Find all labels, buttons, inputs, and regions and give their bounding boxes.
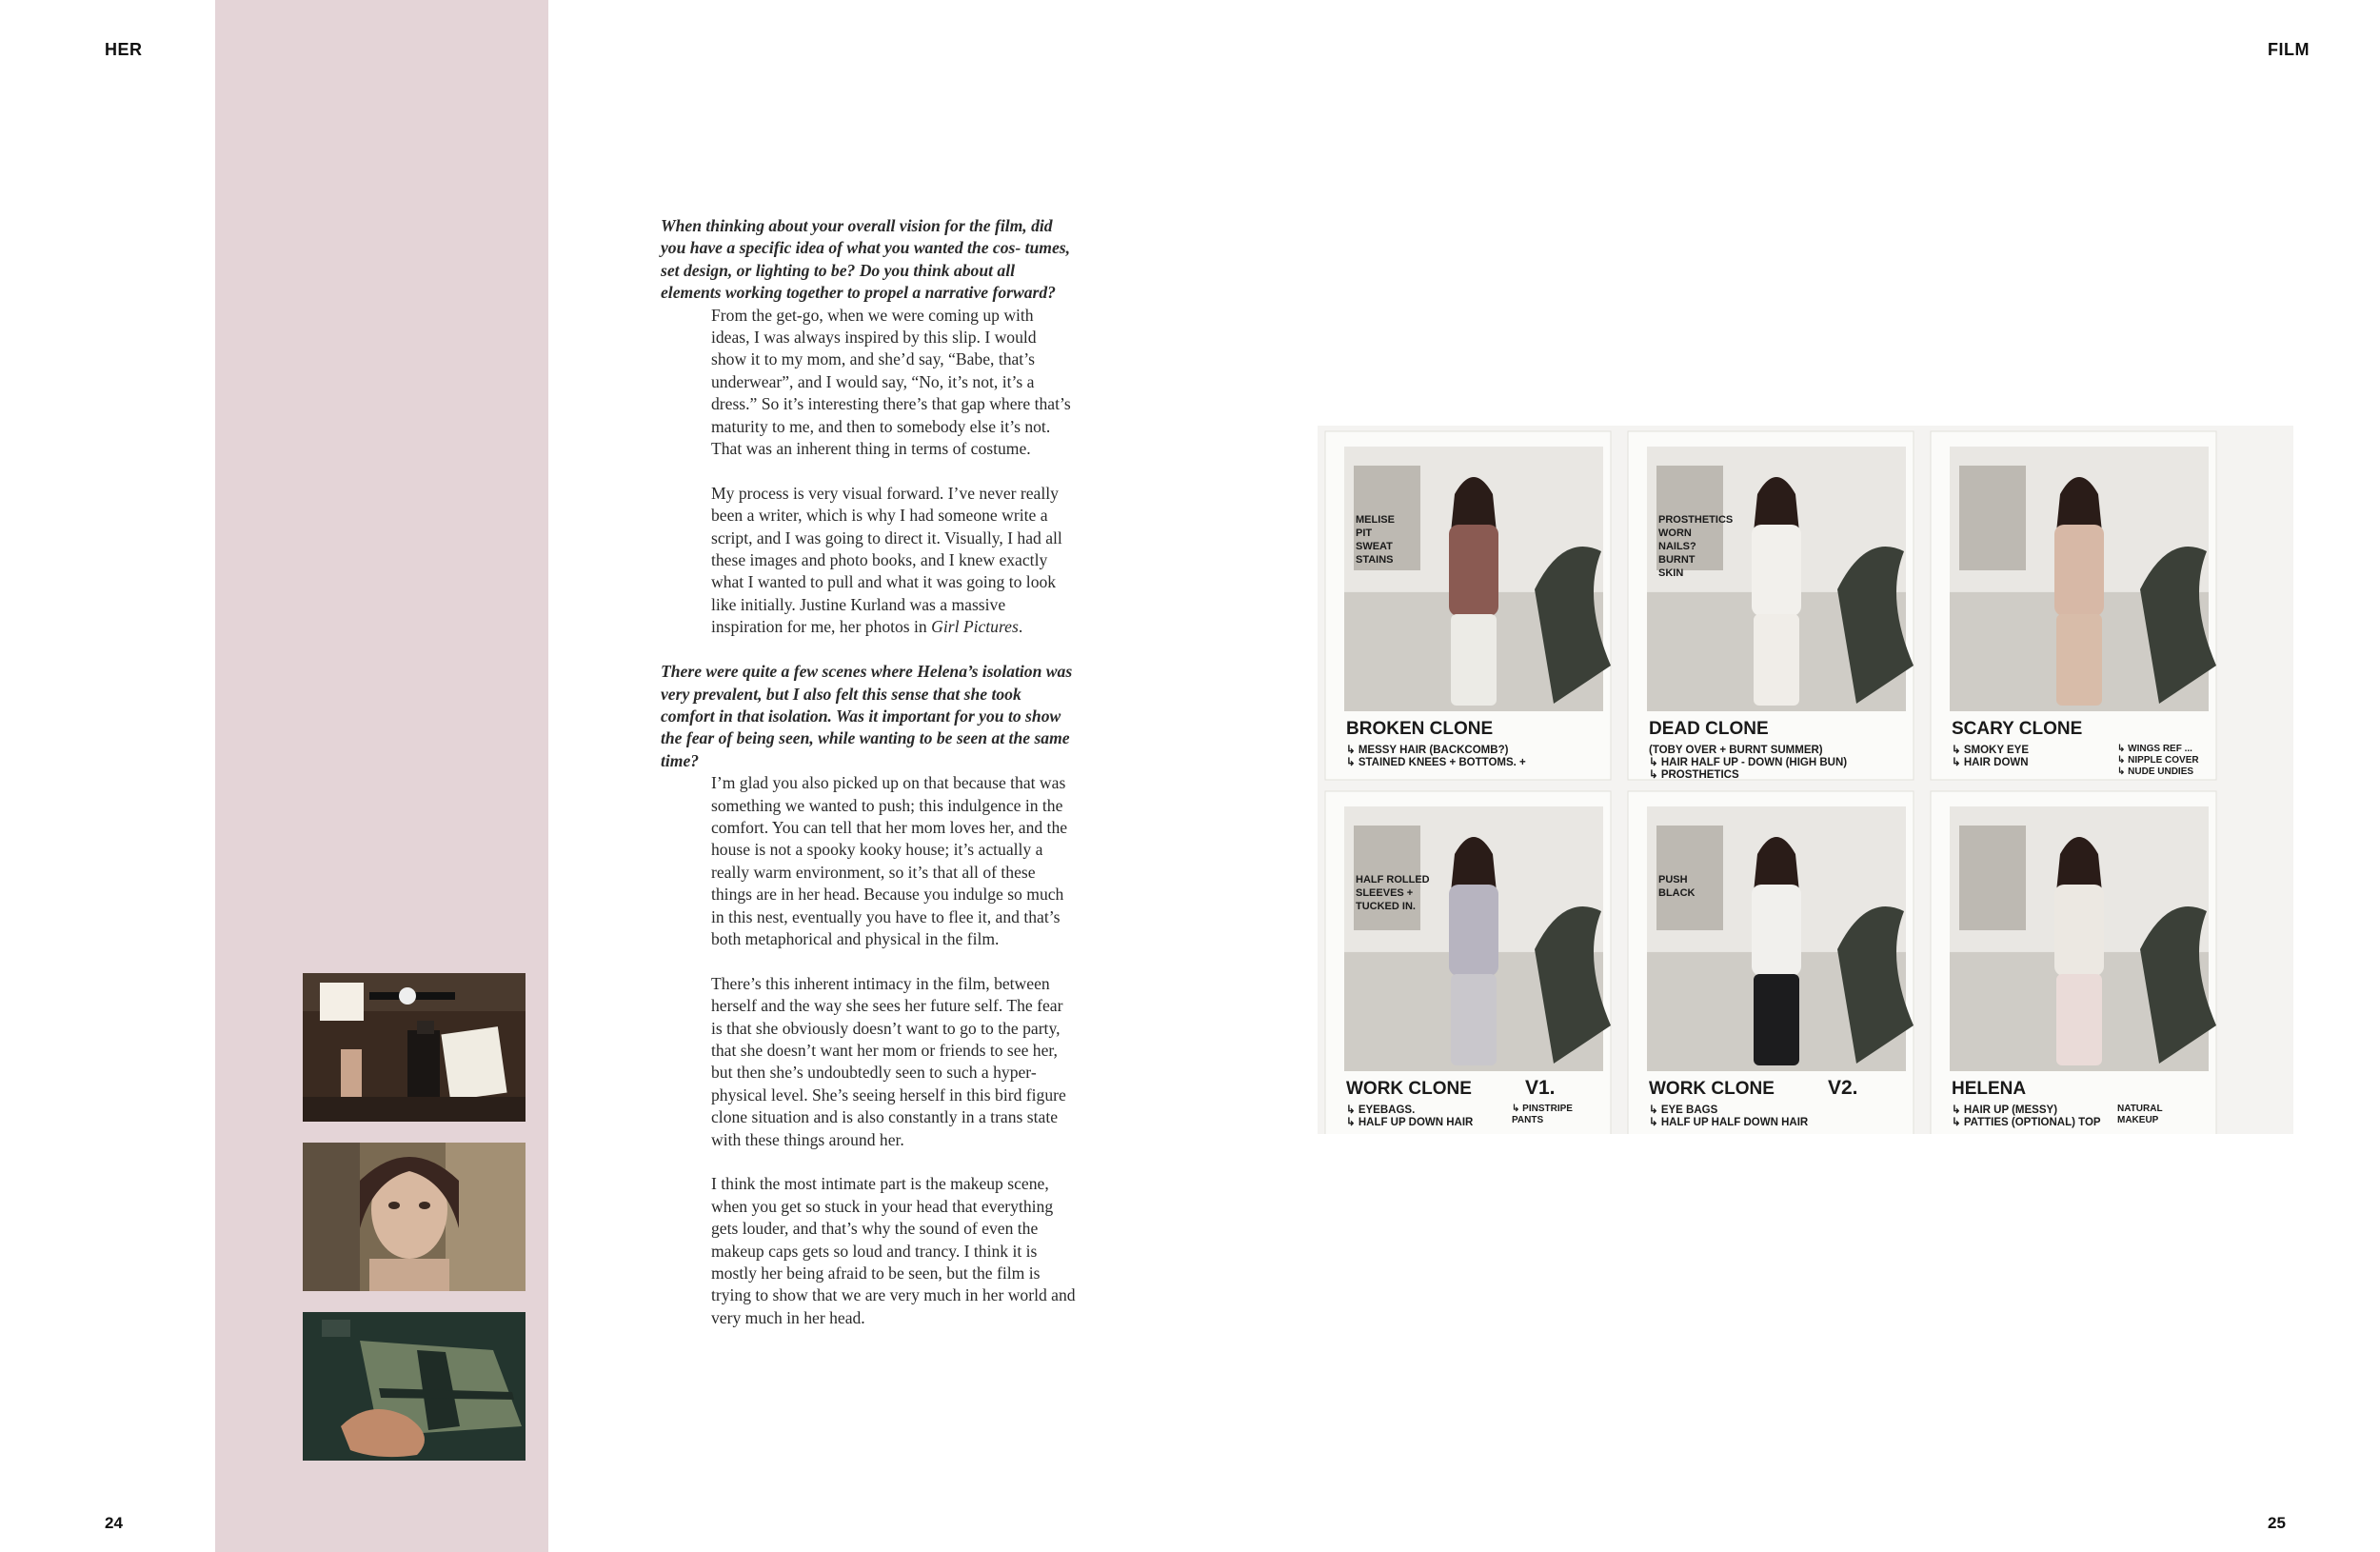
polaroid-title: WORK CLONE <box>1346 1079 1472 1099</box>
figure-top <box>1752 525 1801 616</box>
figure-bottom <box>1754 974 1799 1065</box>
polaroid-3 <box>1931 431 2216 780</box>
polaroid-4 <box>1325 791 1611 1134</box>
polaroid-extra-note: PANTS <box>1512 1115 1544 1125</box>
figure-bottom <box>2056 614 2102 706</box>
page-number-right: 25 <box>2268 1514 2286 1532</box>
polaroid-title: DEAD CLONE <box>1649 719 1769 739</box>
polaroid-photo-annotation: PIT <box>1356 527 1373 539</box>
polaroid-note-line: ↳ STAINED KNEES + BOTTOMS. + <box>1346 757 1526 768</box>
polaroid-photo-annotation: SLEEVES + <box>1356 887 1414 899</box>
costume-polaroid-grid <box>1318 426 2293 1134</box>
page-number-left: 24 <box>105 1514 123 1532</box>
polaroid-extra-note: NATURAL <box>2117 1104 2163 1114</box>
polaroid-photo-annotation: SKIN <box>1658 567 1684 579</box>
figure-top <box>2054 525 2104 616</box>
polaroid-photo-annotation: PROSTHETICS <box>1658 514 1734 526</box>
polaroid-title: SCARY CLONE <box>1952 719 2083 739</box>
figure-top <box>1449 885 1498 976</box>
figure-bottom <box>1451 614 1497 706</box>
polaroid-photo-annotation: WORN <box>1658 527 1692 539</box>
running-head-right: FILM <box>2268 40 2310 59</box>
answer-1-paragraph-2 <box>711 483 1076 639</box>
polaroid-note-line: ↳ HAIR HALF UP - DOWN (HIGH BUN) <box>1649 757 1848 768</box>
polaroid-photo-annotation: SWEAT <box>1356 541 1393 552</box>
polaroid-6 <box>1931 791 2216 1134</box>
answer-1-paragraph-2-text: My process is very visual forward. I’ve never really been a writer, which is why I had someone write a script, and I was going to direct it. Visually, I had all these images and photo books, and I knew exactly what I wanted to pull and what it was going to look like initially. Justine Kurland was a massive inspiration for me, her photos in <box>711 483 1062 637</box>
polaroid-extra-note: ↳ NIPPLE COVER <box>2117 755 2199 766</box>
interview-article <box>661 215 1076 1329</box>
polaroid-photo-annotation: STAINS <box>1356 554 1394 566</box>
answer-1-paragraph-1: From the get-go, when we were coming up with ideas, I was always inspired by this slip. I would show it to my mom, and she’d say, “Babe, that’s underwear”, and I would say, “No, it’s not, it’s a dress.” So it’s interesting there’s that gap where that’s maturity to me, and then to somebody else it’s not. That was an inherent thing in terms of costume. <box>711 305 1071 459</box>
polaroid-note-line: ↳ HALF UP DOWN HAIR <box>1346 1117 1474 1128</box>
polaroid-note-line: ↳ EYE BAGS <box>1649 1104 1718 1116</box>
polaroid-extra-note: ↳ NUDE UNDIES <box>2117 766 2194 777</box>
polaroid-wall-detail <box>1959 466 2026 570</box>
film-still-set-lighting <box>303 973 526 1122</box>
question-2: There were quite a few scenes where Helena’s isolation was very prevalent, but I also felt this sense that she took comfort in that isolation. Was it important for you to show the fear of being seen, while wanting to be seen at the same time? <box>661 662 1073 770</box>
polaroid-photo-annotation: NAILS? <box>1658 541 1696 552</box>
figure-bottom <box>1451 974 1497 1065</box>
answer-1-paragraph-2-end: . <box>1018 617 1023 637</box>
polaroid-title: HELENA <box>1952 1079 2027 1099</box>
polaroid-note-line: ↳ HAIR UP (MESSY) <box>1952 1104 2058 1116</box>
polaroid-extra-note: ↳ WINGS REF ... <box>2117 744 2192 754</box>
figure-bottom <box>2056 974 2102 1065</box>
film-still-portrait <box>303 1143 526 1291</box>
polaroid-note-line: ↳ PROSTHETICS <box>1649 769 1739 781</box>
polaroid-photo-annotation: HALF ROLLED <box>1356 874 1430 885</box>
polaroid-extra-note: MAKEUP <box>2117 1115 2159 1125</box>
figure-top <box>1449 525 1498 616</box>
answer-2-paragraph-1: I’m glad you also picked up on that because that was something we wanted to push; this indulgence in the comfort. You can tell that her mom loves her, and the house is not a spooky kooky house; it’s actually a really warm environment, so it’s that all of these things are in her head. Because you indulge so much in this nest, eventually you have to flee it, and that’s both metaphorical and physical in the film. <box>711 773 1068 948</box>
film-still-slip-on-floor <box>303 1312 526 1461</box>
book-title: Girl Pictures <box>931 617 1019 637</box>
figure-top <box>2054 885 2104 976</box>
polaroid-title: BROKEN CLONE <box>1346 719 1494 739</box>
polaroid-note-line: ↳ SMOKY EYE <box>1952 745 2029 756</box>
answer-2-paragraph-2: There’s this inherent intimacy in the film, between herself and the way she sees her future self. The fear is that she obviously doesn’t want to go to the party, that she doesn’t want her mom or friends to see her, but then she’s undoubtedly seen to such a hyper- physical level. She’s seeing herself in this bird figure clone situation and is also constantly in a trans state with these things around her. <box>711 973 1066 1149</box>
polaroid-note-line: ↳ EYEBAGS. <box>1346 1104 1416 1116</box>
question-1: When thinking about your overall vision for the film, did you have a specific idea of what you wanted the cos- tumes, set design, or lighting to be? Do you think about all elements working together to propel a narrative forward? <box>661 216 1071 303</box>
polaroid-photo-annotation: TUCKED IN. <box>1356 901 1416 912</box>
polaroid-note-line: ↳ HAIR DOWN <box>1952 757 2029 768</box>
polaroid-photo-annotation: BURNT <box>1658 554 1696 566</box>
polaroid-extra-note: ↳ PINSTRIPE <box>1512 1104 1573 1114</box>
polaroid-photo-annotation: MELISE <box>1356 514 1395 526</box>
polaroid-5 <box>1628 791 1914 1134</box>
polaroid-version-tag: V1. <box>1525 1077 1556 1099</box>
running-head-left: HER <box>105 40 143 59</box>
polaroid-note-line: (TOBY OVER + BURNT SUMMER) <box>1649 745 1823 756</box>
answer-2-paragraph-3: I think the most intimate part is the makeup scene, when you get so stuck in your head that everything gets louder, and that’s why the sound of even the makeup caps gets so loud and trancy. I think it is mostly her being afraid to be seen, but the film is trying to show that we are very much in her world and very much in her head. <box>711 1174 1076 1327</box>
polaroid-note-line: ↳ PATTIES (OPTIONAL) TOP <box>1952 1117 2101 1128</box>
polaroid-2 <box>1628 431 1914 781</box>
polaroid-wall-detail <box>1959 826 2026 930</box>
polaroid-note-line: ↳ HALF UP HALF DOWN HAIR <box>1649 1117 1809 1128</box>
polaroid-1 <box>1325 431 1611 780</box>
polaroid-note-line: ↳ MESSY HAIR (BACKCOMB?) <box>1346 745 1509 756</box>
polaroid-version-tag: V2. <box>1828 1077 1858 1099</box>
polaroid-photo-annotation: BLACK <box>1658 887 1696 899</box>
polaroid-title: WORK CLONE <box>1649 1079 1775 1099</box>
figure-bottom <box>1754 614 1799 706</box>
figure-top <box>1752 885 1801 976</box>
polaroid-photo-annotation: PUSH <box>1658 874 1688 885</box>
